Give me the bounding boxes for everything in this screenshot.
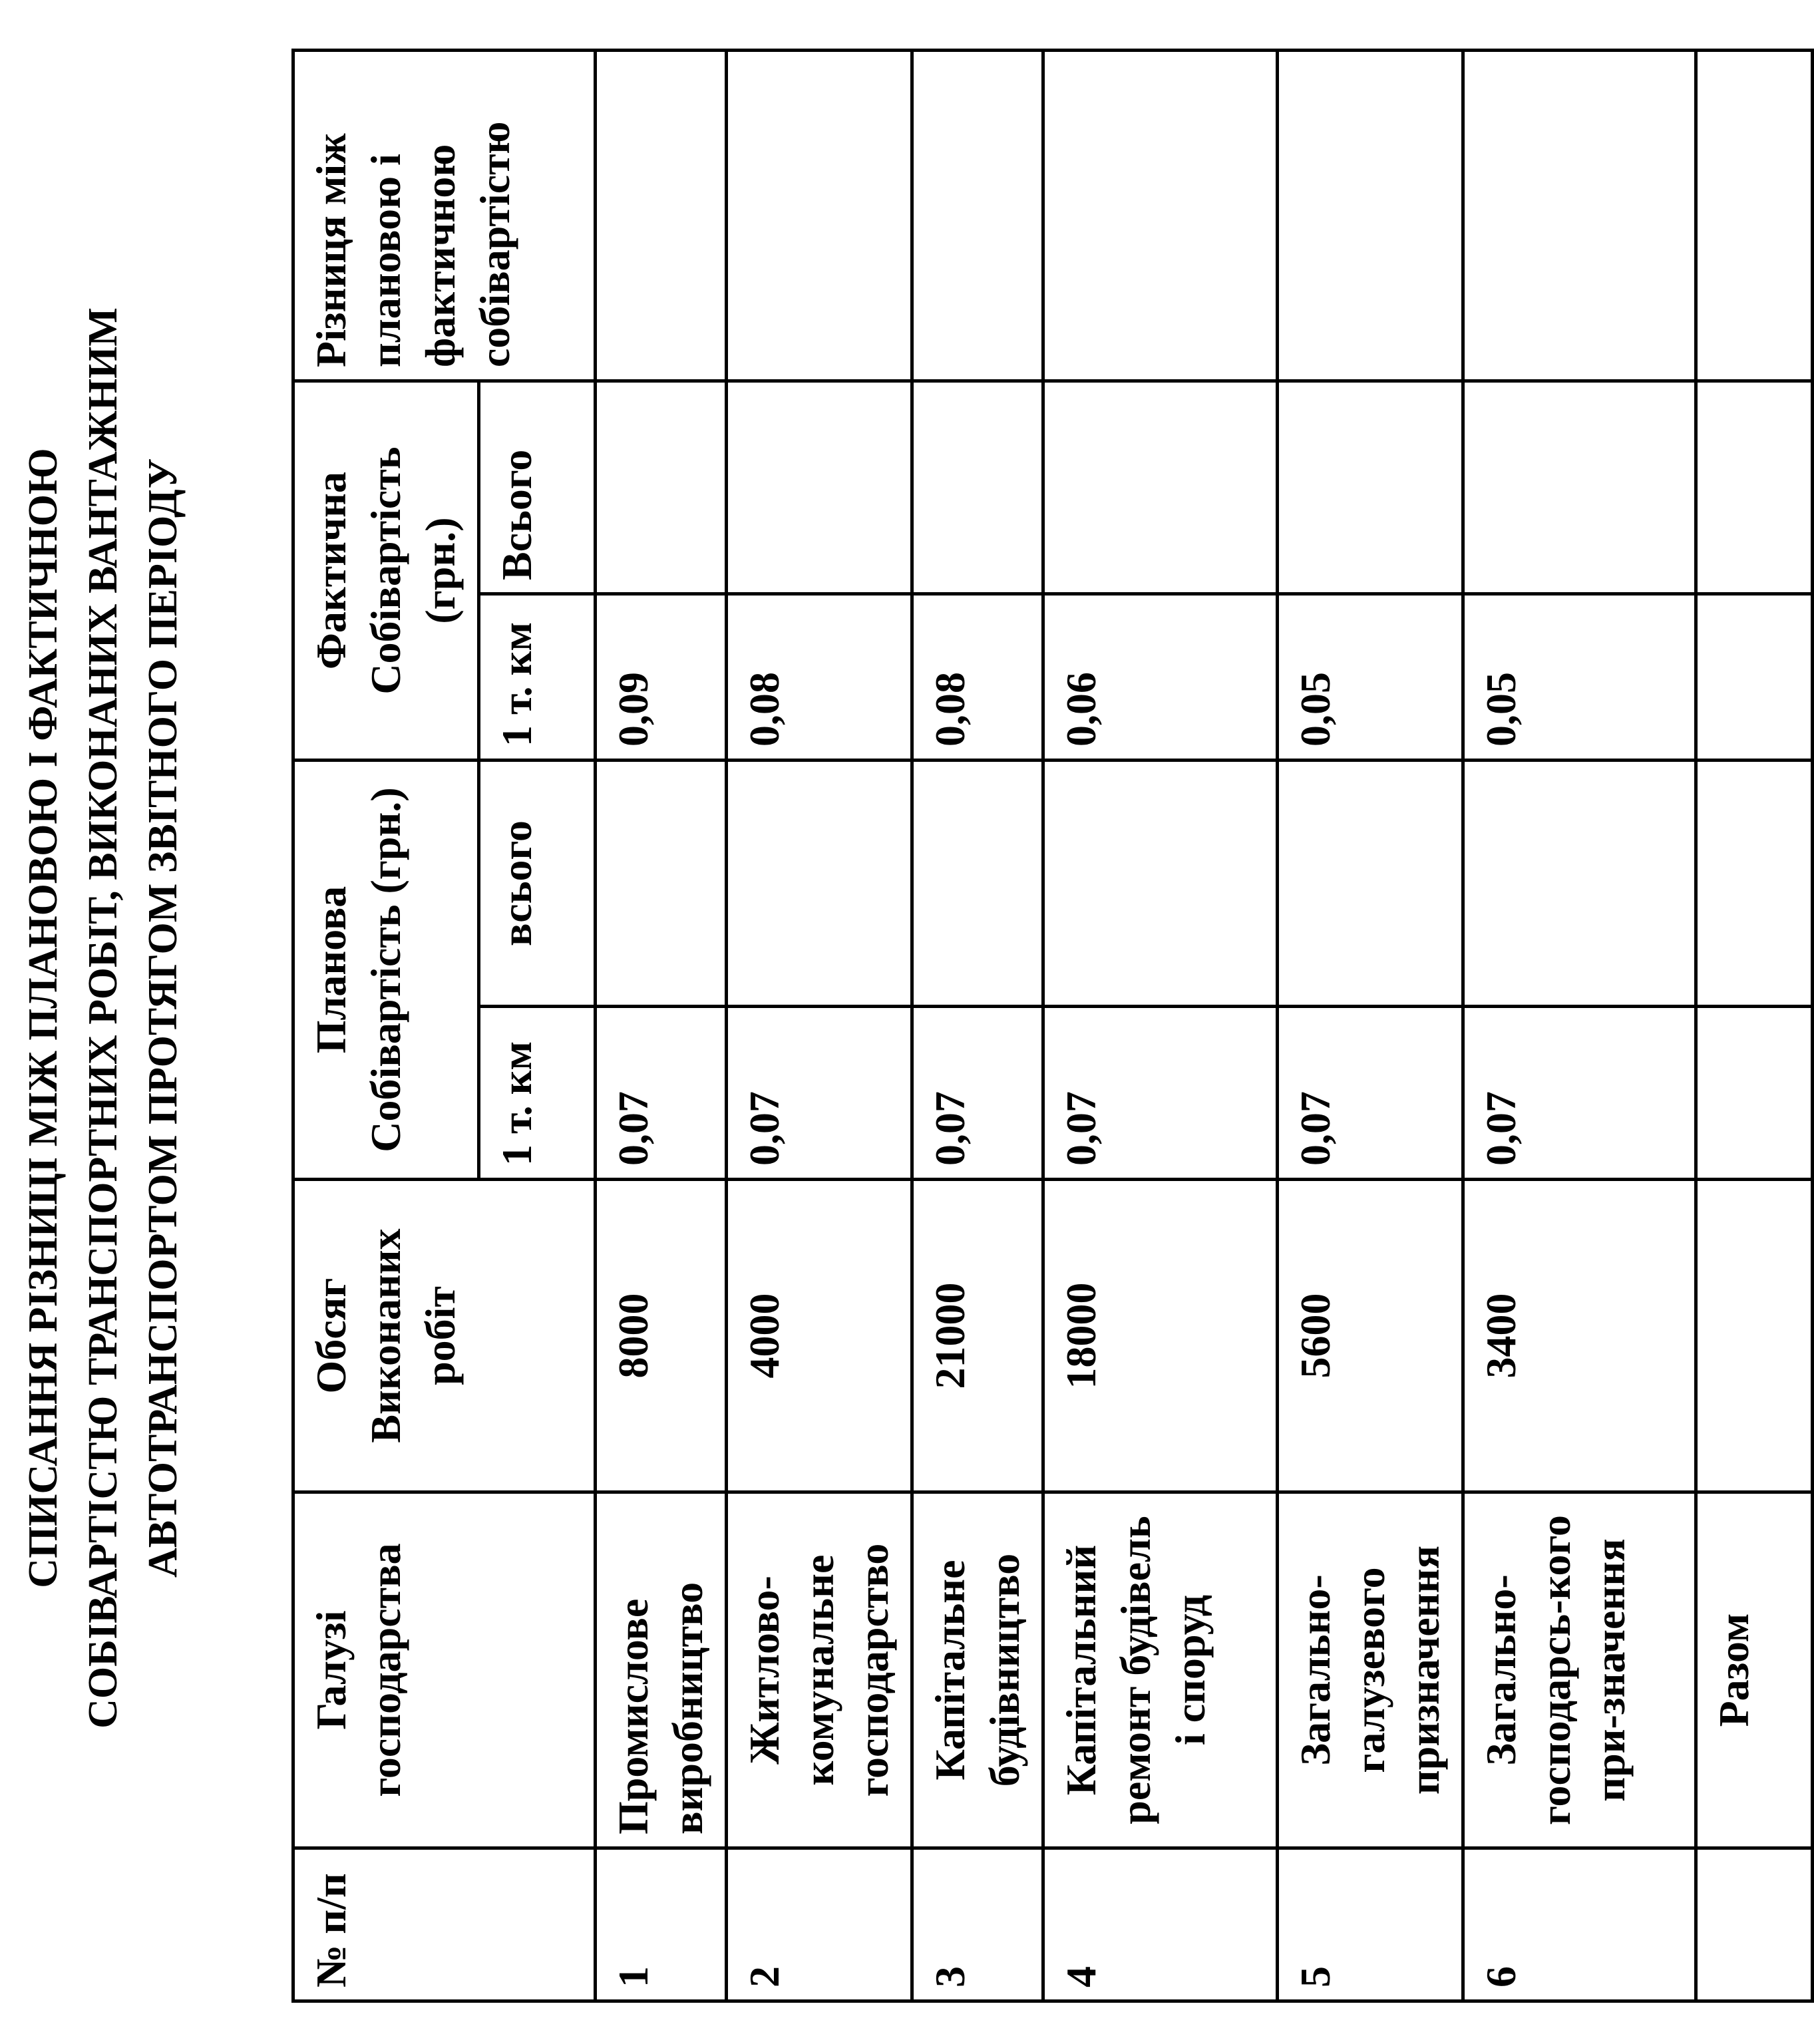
row-difference	[1463, 51, 1696, 381]
row-planned-total	[1463, 761, 1696, 1007]
row-actual-per-tkm: 0,06	[1043, 594, 1278, 761]
total-num	[1696, 1848, 1813, 2001]
title-line-3: АВТОТРАНСПОРТОМ ПРОТЯГОМ ЗВІТНОГО ПЕРІОДУ	[140, 458, 186, 1578]
row-planned-per-tkm: 0,07	[912, 1007, 1043, 1180]
header-actual-cost: Фактична Собівартість (грн.)	[293, 381, 479, 761]
total-actual-total	[1696, 381, 1813, 594]
row-actual-total	[596, 381, 727, 594]
header-num: № п/п	[293, 1848, 596, 2001]
table-row	[1463, 51, 1696, 2001]
header-difference: Різниця між плановою і фактичною собівартістю	[293, 51, 596, 381]
row-difference	[1278, 51, 1463, 381]
row-volume: 5600	[1278, 1180, 1463, 1492]
header-planned-cost: Планова Собівартість (грн.)	[293, 761, 479, 1180]
row-difference	[596, 51, 727, 381]
row-planned-per-tkm: 0,07	[1463, 1007, 1696, 1180]
table-row	[727, 51, 912, 2001]
row-branch: Капітальний ремонт будівель і споруд	[1043, 1492, 1278, 1848]
row-difference	[912, 51, 1043, 381]
row-num: 4	[1043, 1848, 1278, 2001]
header-row-1	[293, 51, 479, 2001]
header-actual-per-tkm: 1 т. км	[479, 594, 596, 761]
row-volume: 8000	[596, 1180, 727, 1492]
row-actual-total	[1278, 381, 1463, 594]
row-planned-per-tkm: 0,07	[1278, 1007, 1463, 1180]
row-volume: 18000	[1043, 1180, 1278, 1492]
row-planned-total	[727, 761, 912, 1007]
row-actual-total	[912, 381, 1043, 594]
total-planned-total	[1696, 761, 1813, 1007]
row-planned-total	[1043, 761, 1278, 1007]
table-row	[596, 51, 727, 2001]
total-actual-per-tkm	[1696, 594, 1813, 761]
row-planned-per-tkm: 0,07	[596, 1007, 727, 1180]
title-line-1: СПИСАННЯ РІЗНИЦІ МІЖ ПЛАНОВОЮ І ФАКТИЧНОЮ	[21, 448, 66, 1588]
row-num: 6	[1463, 1848, 1696, 2001]
row-planned-total	[912, 761, 1043, 1007]
table-row	[1278, 51, 1463, 2001]
row-actual-per-tkm: 0,08	[727, 594, 912, 761]
row-num: 1	[596, 1848, 727, 2001]
row-difference	[727, 51, 912, 381]
total-row	[1696, 51, 1813, 2001]
row-branch: Капітальне будівництво	[912, 1492, 1043, 1848]
row-planned-total	[1278, 761, 1463, 1007]
row-difference	[1043, 51, 1278, 381]
header-volume: Обсяг Виконаних робіт	[293, 1180, 596, 1492]
row-actual-per-tkm: 0,05	[1278, 594, 1463, 761]
row-volume: 3400	[1463, 1180, 1696, 1492]
header-branch: Галузі господарства	[293, 1492, 596, 1848]
row-planned-per-tkm: 0,07	[727, 1007, 912, 1180]
table-row	[912, 51, 1043, 2001]
row-actual-per-tkm: 0,09	[596, 594, 727, 761]
total-difference	[1696, 51, 1813, 381]
row-actual-total	[1043, 381, 1278, 594]
row-actual-per-tkm: 0,08	[912, 594, 1043, 761]
document-title	[13, 40, 193, 1996]
header-planned-total: всього	[479, 761, 596, 1007]
row-volume: 4000	[727, 1180, 912, 1492]
row-branch: Житлово-комунальне господарство	[727, 1492, 912, 1848]
total-planned-per-tkm	[1696, 1007, 1813, 1180]
row-planned-total	[596, 761, 727, 1007]
row-actual-total	[727, 381, 912, 594]
header-planned-per-tkm: 1 т. км	[479, 1007, 596, 1180]
row-num: 5	[1278, 1848, 1463, 2001]
row-actual-total	[1463, 381, 1696, 594]
total-label: Разом	[1696, 1492, 1813, 1848]
title-line-2: СОБІВАРТІСТЮ ТРАНСПОРТНИХ РОБІТ, ВИКОНАНИХ ВАНТАЖНИМ	[81, 307, 126, 1729]
table-row	[1043, 51, 1278, 2001]
row-num: 3	[912, 1848, 1043, 2001]
row-volume: 21000	[912, 1180, 1043, 1492]
row-branch: Промислове виробництво	[596, 1492, 727, 1848]
row-planned-per-tkm: 0,07	[1043, 1007, 1278, 1180]
total-volume	[1696, 1180, 1813, 1492]
row-branch: Загально-галузевого призначення	[1278, 1492, 1463, 1848]
row-branch: Загально-господарсь-кого при-значення	[1463, 1492, 1696, 1848]
row-num: 2	[727, 1848, 912, 2001]
row-actual-per-tkm: 0,05	[1463, 594, 1696, 761]
cost-table	[291, 49, 1814, 2003]
header-actual-total: Всього	[479, 381, 596, 594]
